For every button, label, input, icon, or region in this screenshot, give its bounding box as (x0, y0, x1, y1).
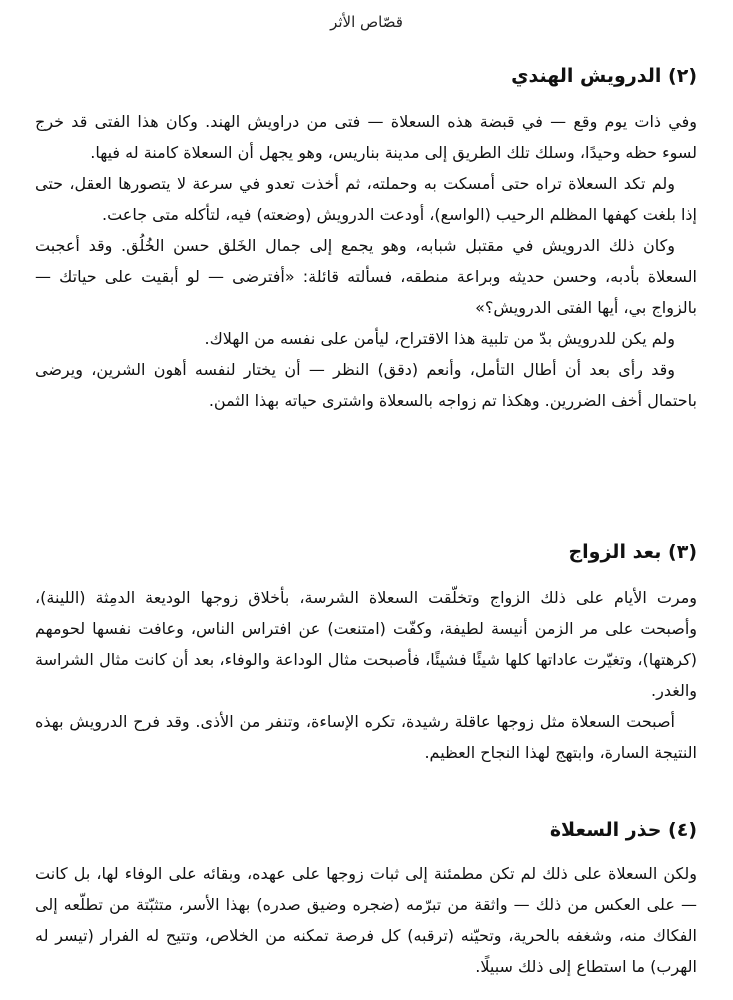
section-after-marriage (35, 538, 697, 768)
paragraph: وفي ذات يوم وقع — في قبضة هذه السعلاة — فتى من دراويش الهند. وكان هذا الفتى قد خرج لسوء حظه وحيدًا، وسلك تلك الطريق إلى مدينة بناريس، وهو يجهل أن السعلاة كامنة له فيها. (35, 112, 697, 162)
section-indian-dervish (35, 62, 697, 416)
running-head: قصّاص الأثر (330, 13, 403, 31)
paragraph: وكان ذلك الدرويش في مقتبل شبابه، وهو يجمع إلى جمال الخَلق حسن الخُلُق. وقد أعجبت السعلاة بأدبه، وحسن حديثه وبراعة منطقه، فسألته قائلة: «أفترضى — لو أبقيت على حياتك — بالزواج بي، أيها الفتى الدرويش؟» (35, 236, 697, 317)
section-title: (٣) بعد الزواج (568, 541, 697, 563)
paragraph: ولم يكن للدرويش بدّ من تلبية هذا الاقتراح، ليأمن على نفسه من الهلاك. (204, 329, 675, 348)
paragraph: وقد رأى بعد أن أطال التأمل، وأنعم (دقق) النظر — أن يختار لنفسه أهون الشرين، ويرضى باحتمال أخف الضررين. وهكذا تم زواجه بالسعلاة واشترى حياته بهذا الثمن. (35, 360, 697, 410)
paragraph: ولكن السعلاة على ذلك لم تكن مطمئنة إلى ثبات زوجها على عهده، وبقائه على الوفاء لها، بل كانت — على العكس من ذلك — واثقة من تبرّمه (ضجره وضيق صدره) بهذا الأسر، متثبّتة من تطلّعه إلى الفكاك منه، وشغفه بالحرية، وتحيّنه (ترقبه) كل فرصة تمكنه من الخلاص، وتتيح له الفرار (تيسر له الهرب) ما استطاع إلى ذلك سبيلًا. (35, 864, 697, 976)
paragraph: أصبحت السعلاة مثل زوجها عاقلة رشيدة، تكره الإساءة، وتنفر من الأذى. وقد فرح الدرويش بهذه النتيجة السارة، وابتهج لهذا النجاح العظيم. (35, 712, 697, 762)
paragraph: ومرت الأيام على ذلك الزواج وتخلّقت السعلاة الشرسة، بأخلاق زوجها الوديعة الدمِثة (اللينة)، وأصبحت على مر الزمن أنيسة لطيفة، وكفّت (امتنعت) عن افتراس الناس، وعافت نفسها لحومهم (كرهتها)، وتغيّرت عاداتها كلها شيئًا فشيئًا، فأصبحت مثال الوداعة والوفاء، بعد أن كانت مثال الشراسة والغدر. (35, 588, 697, 700)
section-title: (٢) الدرويش الهندي (511, 65, 697, 87)
paragraph: ولم تكد السعلاة تراه حتى أمسكت به وحملته، ثم أخذت تعدو في سرعة لا يتصورها العقل، حتى إذا بلغت كهفها المظلم الرحيب (الواسع)، أودعت الدرويش (وضعته) فيه، لتأكله متى جاعت. (35, 174, 697, 224)
section-title: (٤) حذر السعلاة (549, 819, 697, 841)
section-sialah-caution (35, 816, 697, 982)
